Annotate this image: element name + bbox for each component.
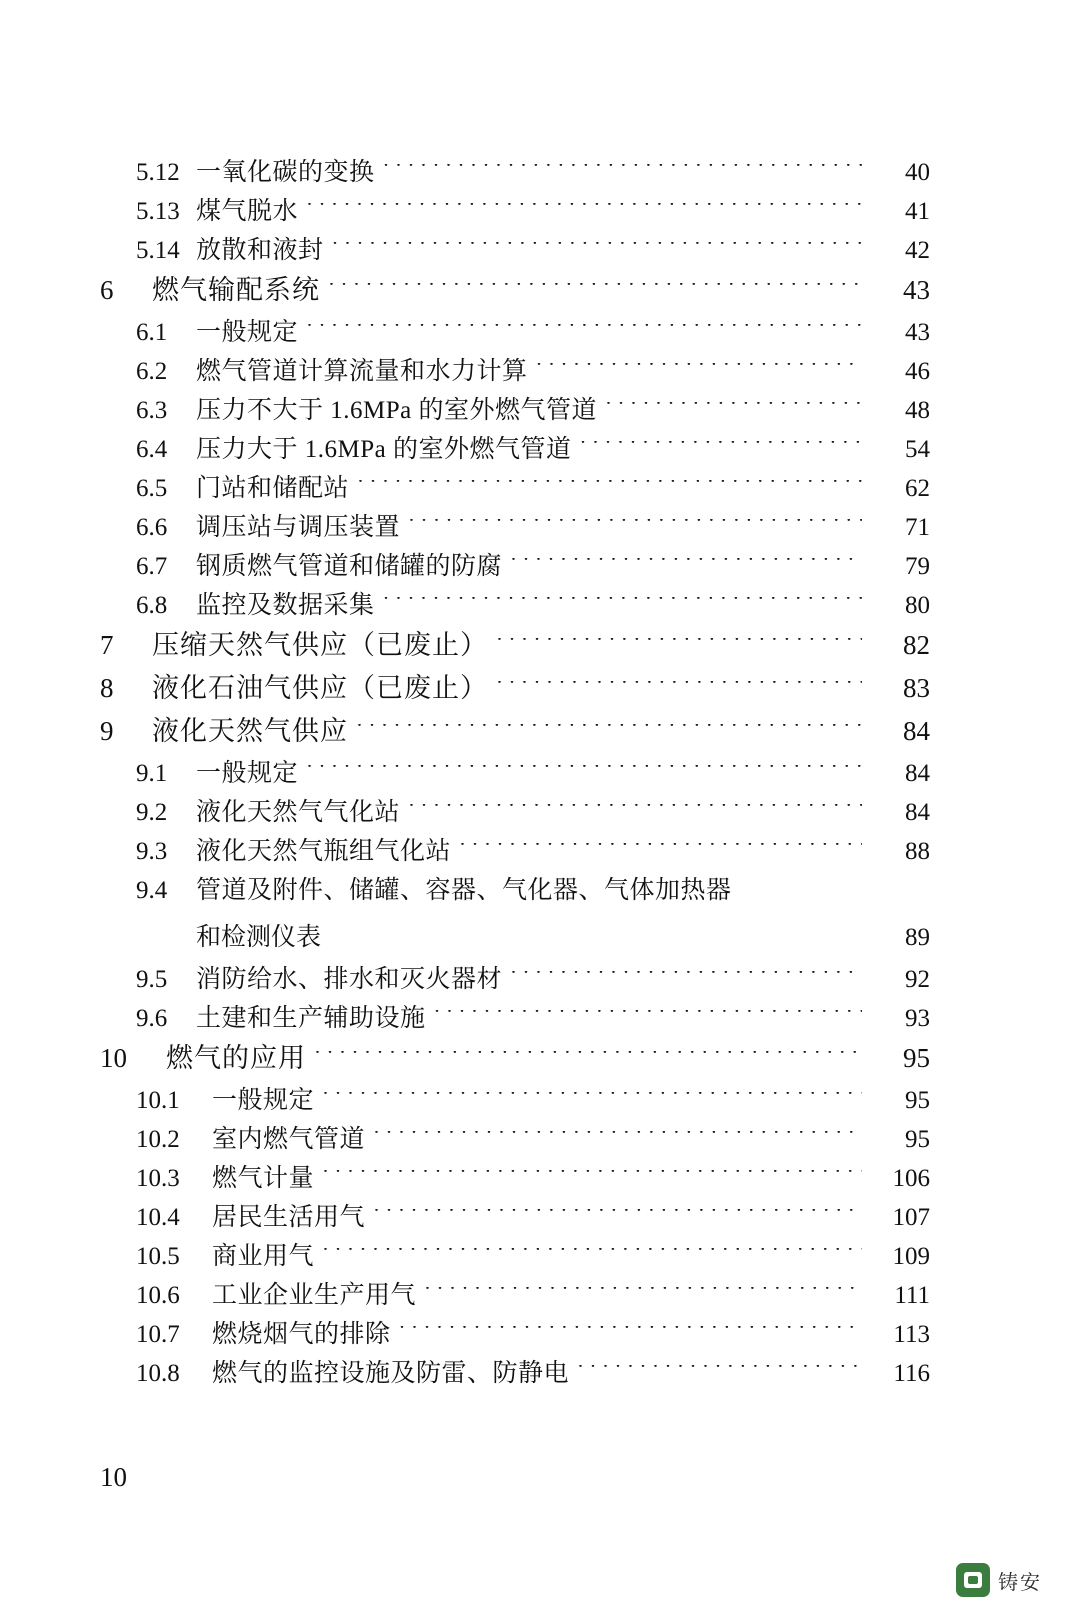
toc-entry[interactable] (100, 1205, 930, 1230)
toc-entry-title: 燃气计量 (212, 1165, 315, 1192)
toc-entry-page: 43 (903, 275, 930, 305)
toc-entry-number: 6.4 (136, 436, 168, 463)
watermark (956, 1563, 1042, 1597)
toc-leader-dots (424, 1287, 862, 1303)
toc-entry-title: 燃气管道计算流量和水力计算 (196, 358, 528, 385)
toc-entry[interactable] (100, 1322, 930, 1347)
toc-leader-dots (322, 1170, 862, 1186)
toc-entry-title: 压力大于 1.6MPa 的室外燃气管道 (196, 436, 572, 463)
toc-entry-number: 8 (100, 673, 114, 703)
toc-entry-page: 48 (905, 397, 930, 424)
toc-entry-title: 监控及数据采集 (196, 592, 375, 619)
app-logo-icon (956, 1563, 990, 1597)
toc-leader-dots (434, 1010, 862, 1026)
toc-entry-number: 9.2 (136, 799, 168, 826)
page-number: 10 (100, 1462, 127, 1492)
toc-leader-dots (383, 597, 862, 613)
toc-leader-dots (357, 480, 862, 496)
toc-entry-page: 79 (905, 553, 930, 580)
toc-entry[interactable] (100, 359, 930, 384)
toc-entry[interactable] (100, 593, 930, 618)
toc-entry-page: 40 (905, 159, 930, 186)
toc-entry-title: 调压站与调压装置 (196, 514, 401, 541)
toc-entry-title: 燃气输配系统 (152, 275, 320, 305)
toc-leader-dots (496, 638, 862, 654)
toc-entry-title: 液化石油气供应（已废止） (152, 673, 488, 703)
toc-entry-number: 5.14 (136, 237, 180, 264)
toc-leader-dots (408, 804, 862, 820)
toc-entry-page: 107 (892, 1204, 930, 1231)
toc-entry-title: 工业企业生产用气 (212, 1282, 417, 1309)
toc-entry-title: 液化天然气供应 (152, 716, 348, 746)
toc-entry[interactable] (100, 1088, 930, 1113)
toc-leader-dots (459, 843, 862, 859)
toc-leader-dots (740, 882, 862, 898)
toc-entry-page: 93 (905, 1005, 930, 1032)
toc-entry[interactable] (100, 878, 930, 903)
toc-entry-page: 82 (903, 630, 930, 660)
toc-leader-dots (322, 1248, 862, 1264)
toc-entry-title: 放散和液封 (196, 237, 324, 264)
toc-leader-dots (510, 558, 862, 574)
toc-entry-page: 109 (892, 1243, 930, 1270)
toc-entry[interactable] (100, 398, 930, 423)
toc-leader-dots (322, 1092, 862, 1108)
toc-entry[interactable] (100, 1006, 930, 1031)
toc-entry-number: 10.4 (136, 1204, 180, 1231)
toc-entry-number: 9.5 (136, 966, 168, 993)
toc-entry[interactable] (100, 277, 930, 304)
toc-entry-page: 84 (905, 799, 930, 826)
toc-entry-title: 钢质燃气管道和储罐的防腐 (196, 553, 503, 580)
toc-leader-dots (332, 242, 862, 258)
toc-leader-dots (579, 441, 862, 457)
toc-entry[interactable] (100, 839, 930, 864)
toc-entry-number: 6 (100, 275, 114, 305)
toc-entry-page: 46 (905, 358, 930, 385)
toc-entry-number: 6.3 (136, 397, 168, 424)
toc-entry-number: 7 (100, 630, 114, 660)
toc-entry-page: 113 (893, 1321, 930, 1348)
toc-entry-page: 95 (905, 1126, 930, 1153)
toc-leader-dots (306, 203, 862, 219)
toc-entry-page: 71 (905, 514, 930, 541)
toc-entry-title: 居民生活用气 (212, 1204, 366, 1231)
toc-entry-page: 92 (905, 966, 930, 993)
toc-entry-number: 5.13 (136, 198, 180, 225)
toc-entry-page: 116 (893, 1360, 930, 1387)
toc-entry-title: 商业用气 (212, 1243, 315, 1270)
toc-entry-title: 燃烧烟气的排除 (212, 1321, 391, 1348)
toc-leader-dots (306, 765, 862, 781)
toc-leader-dots (399, 1326, 862, 1342)
toc-entry-title: 压力不大于 1.6MPa 的室外燃气管道 (196, 397, 597, 424)
toc-entry-page: 84 (905, 760, 930, 787)
toc-entry-number: 10 (100, 1043, 127, 1073)
toc-leader-dots (496, 681, 862, 697)
toc-entry-number: 9.6 (136, 1005, 168, 1032)
toc-entry-title: 一氧化碳的变换 (196, 159, 375, 186)
toc-entry-page: 42 (905, 237, 930, 264)
toc-entry-number: 6.7 (136, 553, 168, 580)
toc-entry[interactable] (100, 199, 930, 224)
toc-entry-number: 10.8 (136, 1360, 180, 1387)
toc-leader-dots (408, 519, 862, 535)
toc-leader-dots (605, 402, 862, 418)
toc-entry[interactable] (100, 238, 930, 263)
toc-entry-title: 管道及附件、储罐、容器、气化器、气体加热器 (196, 877, 732, 904)
toc-entry-number: 6.2 (136, 358, 168, 385)
toc-entry-page: 54 (905, 436, 930, 463)
toc-leader-dots (356, 724, 862, 740)
toc-entry-title: 室内燃气管道 (212, 1126, 366, 1153)
toc-leader-dots (314, 1051, 862, 1067)
toc-entry[interactable] (100, 967, 930, 992)
toc-entry-page: 95 (903, 1043, 930, 1073)
toc-entry-title: 消防给水、排水和灭火器材 (196, 966, 503, 993)
toc-entry-number: 9 (100, 716, 114, 746)
toc-leader-dots (373, 1209, 862, 1225)
toc-entry-title: 煤气脱水 (196, 198, 299, 225)
toc-entry-number: 9.4 (136, 877, 168, 904)
toc-entry[interactable] (100, 800, 930, 825)
toc-entry-number: 9.3 (136, 838, 168, 865)
toc-entry-page: 62 (905, 475, 930, 502)
toc-entry-page: 43 (905, 319, 930, 346)
toc-entry[interactable] (100, 160, 930, 185)
toc-entry-page: 41 (905, 198, 930, 225)
toc-entry[interactable] (100, 675, 930, 702)
toc-entry[interactable] (100, 1244, 930, 1269)
toc-entry-number: 6.6 (136, 514, 168, 541)
toc-entry[interactable] (100, 515, 930, 540)
watermark-label: 铸安 (998, 1571, 1042, 1594)
toc-entry-page: 89 (905, 924, 930, 951)
toc-entry-page: 95 (905, 1087, 930, 1114)
toc-entry[interactable] (100, 1283, 930, 1308)
toc-leader-dots (373, 1131, 862, 1147)
toc-entry[interactable] (100, 1361, 930, 1386)
toc-leader-dots (383, 164, 862, 180)
toc-entry-page: 83 (903, 673, 930, 703)
toc-entry-number: 10.2 (136, 1126, 180, 1153)
toc-entry[interactable] (100, 1045, 930, 1072)
toc-entry[interactable] (100, 761, 930, 786)
toc-entry[interactable] (100, 718, 930, 745)
toc-entry-title: 液化天然气瓶组气化站 (196, 838, 452, 865)
toc-entry-number: 6.1 (136, 319, 168, 346)
toc-entry-title: 燃气的应用 (166, 1043, 306, 1073)
toc-entry-number: 10.1 (136, 1087, 180, 1114)
toc-entry-number: 5.12 (136, 159, 180, 186)
toc-entry-number: 10.6 (136, 1282, 180, 1309)
toc-entry-page: 80 (905, 592, 930, 619)
toc-entry[interactable] (100, 1127, 930, 1152)
toc-entry[interactable] (100, 1166, 930, 1191)
toc-entry-page: 111 (894, 1282, 930, 1309)
toc-leader-dots (306, 324, 862, 340)
toc-entry-title: 压缩天然气供应（已废止） (152, 630, 488, 660)
toc-leader-dots (510, 971, 862, 987)
toc-entry-number: 6.5 (136, 475, 168, 502)
toc-leader-dots (577, 1365, 862, 1381)
toc-entry-number: 10.5 (136, 1243, 180, 1270)
toc-leader-dots (536, 363, 862, 379)
toc-entry-title: 燃气的监控设施及防雷、防静电 (212, 1360, 570, 1387)
toc-entry-title: 液化天然气气化站 (196, 799, 401, 826)
toc-entry[interactable] (100, 476, 930, 501)
table-of-contents (100, 160, 930, 1400)
toc-entry-number: 6.8 (136, 592, 168, 619)
toc-entry-title: 土建和生产辅助设施 (196, 1005, 426, 1032)
toc-entry-page: 106 (892, 1165, 930, 1192)
toc-entry-number: 10.3 (136, 1165, 180, 1192)
toc-entry-title: 一般规定 (196, 760, 299, 787)
toc-entry-title: 一般规定 (196, 319, 299, 346)
toc-leader-dots (328, 283, 862, 299)
toc-entry[interactable] (100, 917, 930, 953)
toc-entry[interactable] (100, 554, 930, 579)
toc-entry[interactable] (100, 320, 930, 345)
toc-entry[interactable] (100, 437, 930, 462)
toc-entry-number: 10.7 (136, 1321, 180, 1348)
toc-entry-page: 88 (905, 838, 930, 865)
toc-entry-number: 9.1 (136, 760, 168, 787)
toc-leader-spacer (329, 929, 862, 945)
toc-entry-title: 和检测仪表 (196, 924, 322, 951)
toc-entry-title: 一般规定 (212, 1087, 315, 1114)
toc-entry-page: 84 (903, 716, 930, 746)
toc-entry[interactable] (100, 632, 930, 659)
toc-entry-title: 门站和储配站 (196, 475, 350, 502)
